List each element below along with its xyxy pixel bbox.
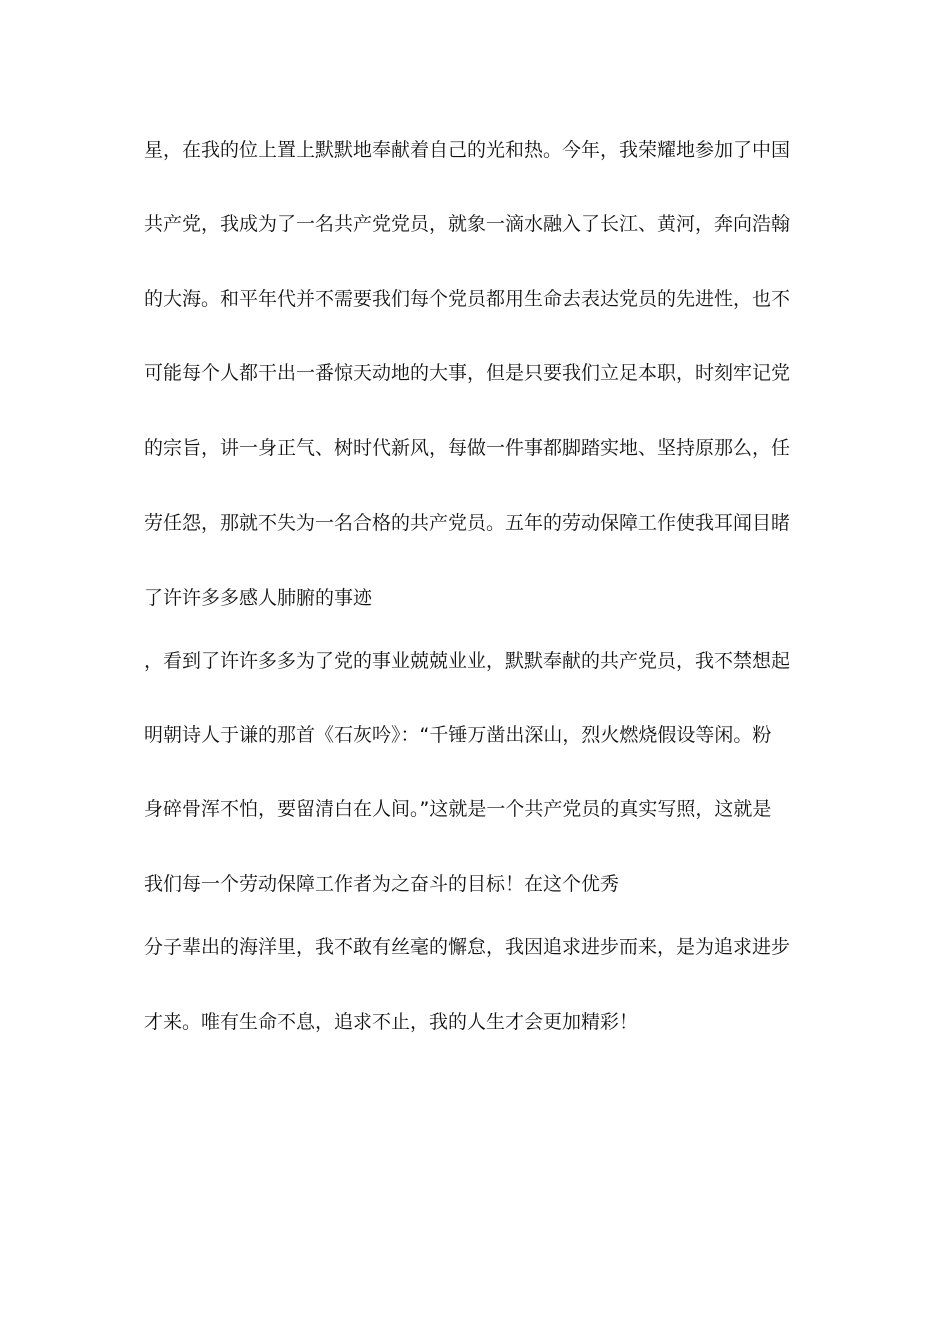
text-line: 才来。唯有生命不息，追求不止，我的人生才会更加精彩！	[144, 1011, 639, 1033]
text-line: ，看到了许许多多为了党的事业兢兢业业，默默奉献的共产党员，我不禁想起	[144, 650, 791, 672]
text-line: 的宗旨，讲一身正气、树时代新风，每做一件事都脚踏实地、坚持原那么，任	[144, 437, 791, 459]
text-line: 身碎骨浑不怕，要留清白在人间。”这就是一个共产党员的真实写照，这就是	[144, 798, 772, 820]
text-line: 分子辈出的海洋里，我不敢有丝毫的懈怠，我因追求进步而来，是为追求进步	[144, 936, 791, 958]
text-line: 明朝诗人于谦的那首《石灰吟》：“千锤万凿出深山，烈火燃烧假设等闲。粉	[144, 724, 772, 746]
text-line: 共产党，我成为了一名共产党党员，就象一滴水融入了长江、黄河，奔向浩翰	[144, 213, 791, 235]
text-line: 星，在我的位上置上默默地奉献着自己的光和热。今年，我荣耀地参加了中国	[144, 139, 791, 161]
text-line: 劳任怨，那就不失为一名合格的共产党员。五年的劳动保障工作使我耳闻目睹	[144, 512, 791, 534]
text-line: 我们每一个劳动保障工作者为之奋斗的目标！在这个优秀	[144, 873, 620, 895]
text-line: 的大海。和平年代并不需要我们每个党员都用生命去表达党员的先进性，也不	[144, 288, 791, 310]
text-line: 可能每个人都干出一番惊天动地的大事，但是只要我们立足本职，时刻牢记党	[144, 362, 791, 384]
text-line: 了许许多多感人肺腑的事迹	[144, 587, 373, 609]
